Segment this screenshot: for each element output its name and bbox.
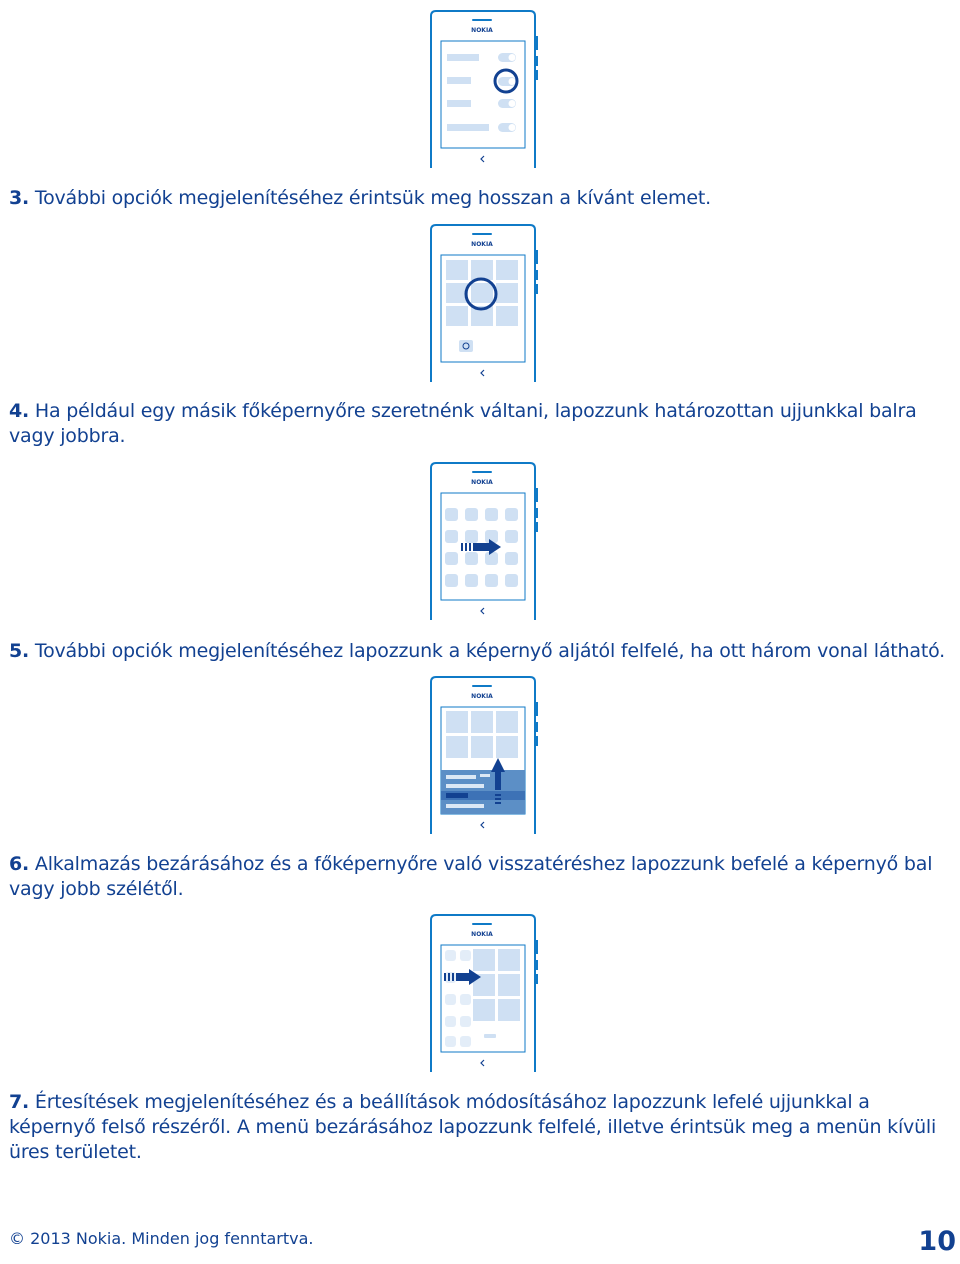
step-text: Értesítések megjelenítéséhez és a beállítások módosításához lapozzunk lefelé ujjunkkal a képernyő felső részéről. A menü bezárásához lapozzunk felfelé, illetve érintsük meg a menün kívüli üres területet. <box>9 1091 937 1163</box>
step-3 <box>9 186 957 211</box>
step-number: 6. <box>9 853 30 875</box>
page-number: 10 <box>918 1226 956 1257</box>
step-number: 5. <box>9 640 30 662</box>
illustration-start-screen-press <box>428 222 538 382</box>
step-6 <box>9 852 957 902</box>
phone-brand: NOKIA <box>471 931 493 938</box>
step-number: 7. <box>9 1091 30 1113</box>
step-text: További opciók megjelenítéséhez érintsük meg hosszan a kívánt elemet. <box>34 187 711 209</box>
step-text: További opciók megjelenítéséhez lapozzunk a képernyő aljától felfelé, ha ott három vonal látható. <box>34 640 946 662</box>
step-number: 4. <box>9 400 30 422</box>
phone-brand: NOKIA <box>471 27 493 34</box>
illustration-long-press <box>428 8 538 168</box>
phone-brand: NOKIA <box>471 693 493 700</box>
step-number: 3. <box>9 187 30 209</box>
illustration-swipe-sideways <box>428 460 538 620</box>
phone-brand: NOKIA <box>471 241 493 248</box>
phone-brand: NOKIA <box>471 479 493 486</box>
step-5 <box>9 639 957 664</box>
illustration-swipe-from-edge <box>428 912 538 1072</box>
step-text: Alkalmazás bezárásához és a főképernyőre való visszatéréshez lapozzunk befelé a képernyő bal vagy jobb szélétől. <box>9 853 933 900</box>
step-7 <box>9 1090 957 1165</box>
step-4 <box>9 399 957 449</box>
step-text: Ha például egy másik főképernyőre szeretnénk váltani, lapozzunk határozottan ujjunkkal balra vagy jobbra. <box>9 400 917 447</box>
copyright-footer: © 2013 Nokia. Minden jog fenntartva. <box>9 1229 314 1248</box>
illustration-swipe-up <box>428 674 538 834</box>
